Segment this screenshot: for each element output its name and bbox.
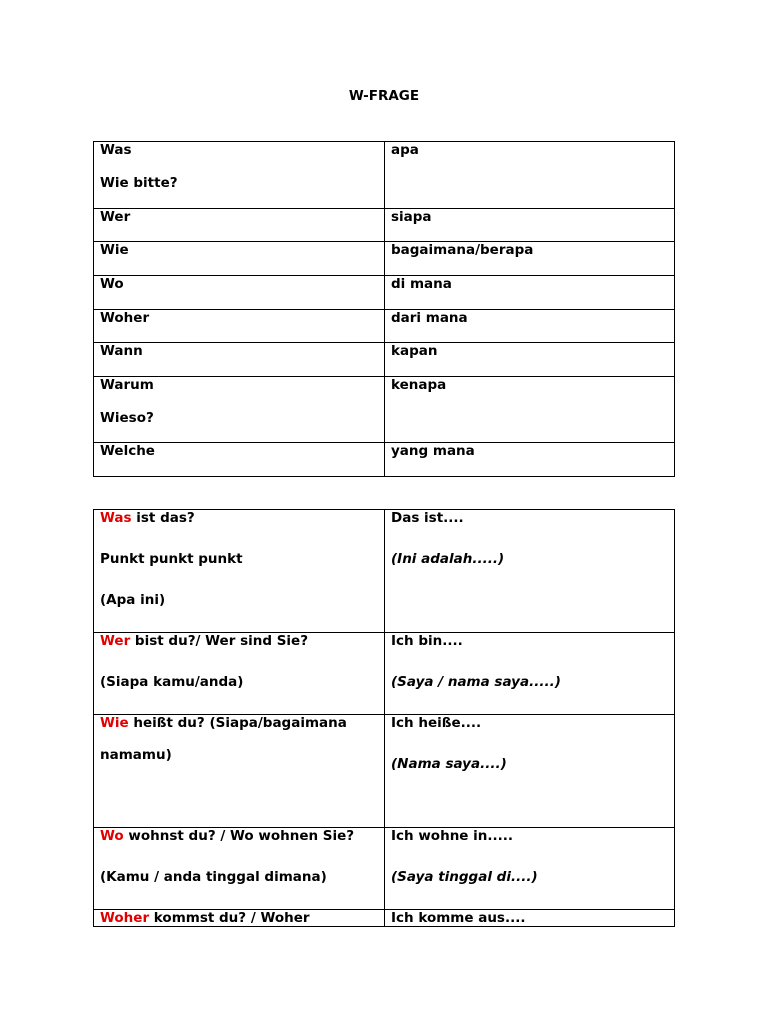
page-title: W-FRAGE [348, 88, 420, 104]
answer-cell [385, 910, 675, 927]
german-cell [94, 343, 385, 377]
question-text: kommst du? / Woher [149, 910, 310, 926]
question-line: Punkt punkt punkt [100, 551, 243, 567]
indonesian-cell [385, 142, 675, 209]
question-translation: (Siapa kamu/anda) [100, 674, 244, 690]
answer-text: Ich wohne in..... [391, 828, 514, 844]
german-word: Wo [100, 276, 124, 292]
answer-translation: (Saya tinggal di....) [391, 869, 538, 885]
vocabulary-table [93, 141, 675, 477]
table-row [94, 242, 675, 276]
question-line: namamu) [100, 747, 172, 763]
table-row [94, 310, 675, 343]
german-word: Wieso? [100, 410, 154, 426]
table-row [94, 276, 675, 310]
question-translation: (Apa ini) [100, 592, 166, 608]
sentence-table [93, 509, 675, 927]
question-text: wohnst du? / Wo wohnen Sie? [123, 828, 355, 844]
german-cell [94, 142, 385, 209]
german-cell [94, 443, 385, 477]
question-cell [94, 715, 385, 828]
answer-translation: (Nama saya....) [391, 756, 507, 772]
german-word: Welche [100, 443, 155, 459]
question-text: ist das? [131, 510, 195, 526]
answer-text: Das ist.... [391, 510, 464, 526]
question-line [100, 715, 378, 731]
german-cell [94, 310, 385, 343]
answer-text: Ich bin.... [391, 633, 463, 649]
table-row [94, 633, 675, 715]
table-row [94, 377, 675, 443]
indonesian-word: siapa [391, 209, 432, 225]
indonesian-cell [385, 443, 675, 477]
indonesian-cell [385, 242, 675, 276]
question-text: bist du?/ Wer sind Sie? [130, 633, 309, 649]
indonesian-cell [385, 377, 675, 443]
german-cell [94, 377, 385, 443]
german-word: Warum [100, 377, 154, 393]
indonesian-word: kenapa [391, 377, 447, 393]
german-cell [94, 209, 385, 242]
german-cell [94, 276, 385, 310]
question-keyword: Was [100, 510, 132, 526]
question-cell [94, 910, 385, 927]
question-line [100, 510, 378, 526]
table-row [94, 209, 675, 242]
question-keyword: Wer [100, 633, 131, 649]
table-row [94, 142, 675, 209]
question-line [100, 633, 378, 649]
indonesian-word: di mana [391, 276, 452, 292]
german-word: Wer [100, 209, 131, 225]
table-row [94, 443, 675, 477]
answer-cell [385, 828, 675, 910]
answer-text: Ich komme aus.... [391, 910, 526, 926]
question-line [100, 910, 378, 926]
question-text: heißt du? (Siapa/bagaimana [128, 715, 347, 731]
german-cell [94, 242, 385, 276]
indonesian-cell [385, 343, 675, 377]
table-row [94, 910, 675, 927]
table-row [94, 828, 675, 910]
indonesian-word: bagaimana/berapa [391, 242, 534, 258]
answer-cell [385, 633, 675, 715]
answer-text: Ich heiße.... [391, 715, 482, 731]
question-cell [94, 510, 385, 633]
indonesian-word: kapan [391, 343, 438, 359]
indonesian-cell [385, 276, 675, 310]
indonesian-word: apa [391, 142, 419, 158]
answer-translation: (Ini adalah.....) [391, 551, 505, 567]
table-row [94, 343, 675, 377]
indonesian-cell [385, 209, 675, 242]
indonesian-word: dari mana [391, 310, 468, 326]
answer-cell [385, 510, 675, 633]
question-cell [94, 633, 385, 715]
german-word: Woher [100, 310, 150, 326]
question-translation: (Kamu / anda tinggal dimana) [100, 869, 327, 885]
table-row [94, 510, 675, 633]
question-keyword: Woher [100, 910, 150, 926]
german-word: Was [100, 142, 132, 158]
answer-cell [385, 715, 675, 828]
german-word: Wie [100, 242, 129, 258]
indonesian-word: yang mana [391, 443, 475, 459]
indonesian-cell [385, 310, 675, 343]
german-word: Wann [100, 343, 143, 359]
german-word: Wie bitte? [100, 175, 178, 191]
question-keyword: Wo [100, 828, 124, 844]
answer-translation: (Saya / nama saya.....) [391, 674, 561, 690]
question-line [100, 828, 378, 844]
question-cell [94, 828, 385, 910]
table-row [94, 715, 675, 828]
question-keyword: Wie [100, 715, 129, 731]
